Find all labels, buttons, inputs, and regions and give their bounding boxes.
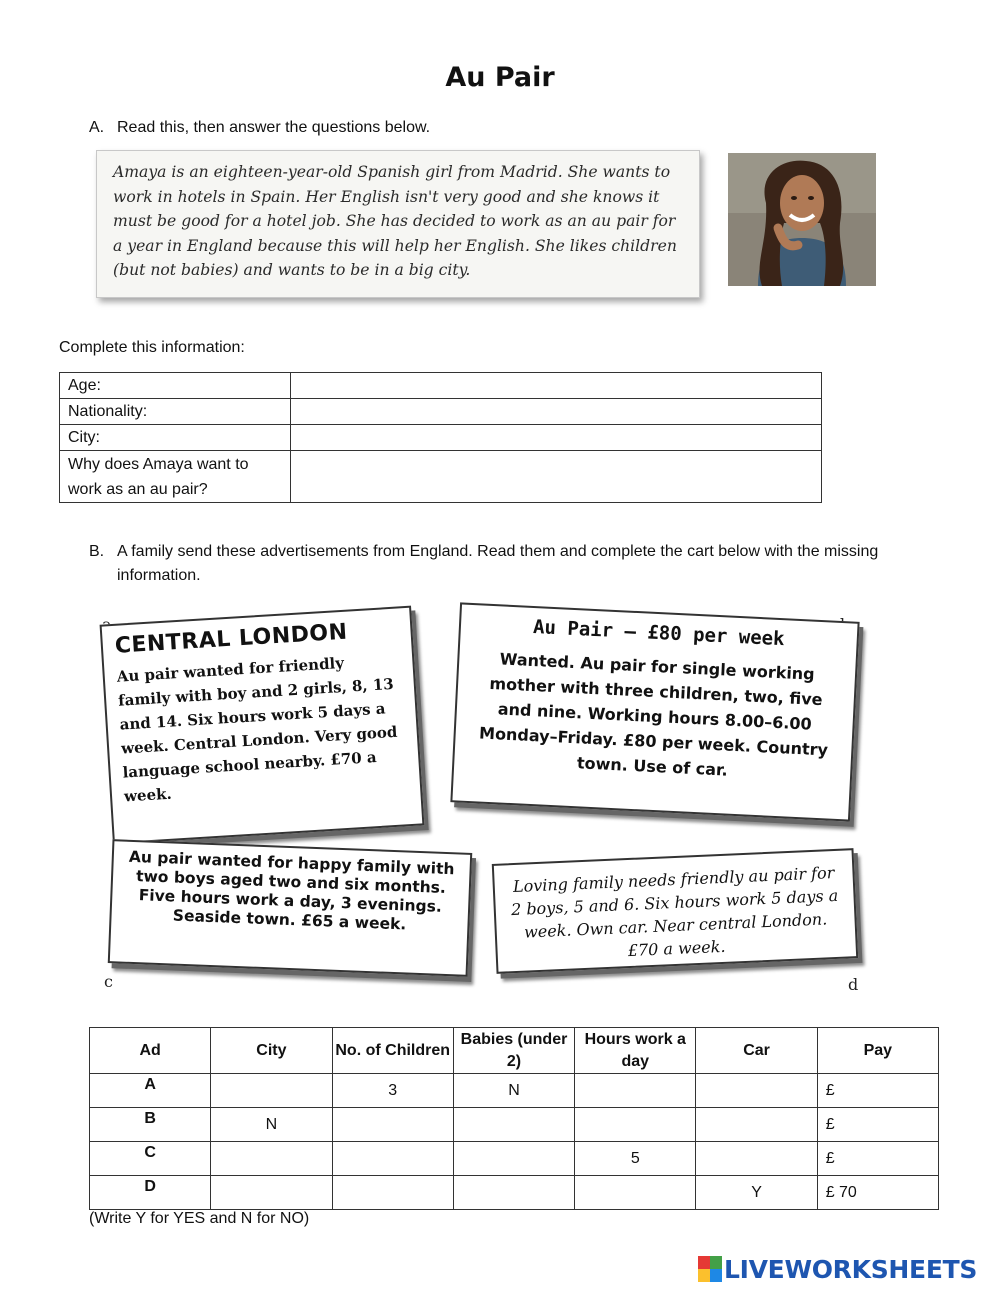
- city-cell[interactable]: [211, 1176, 332, 1210]
- car-cell[interactable]: [696, 1074, 817, 1108]
- chart-header-row: [90, 1028, 939, 1074]
- city-cell[interactable]: [211, 1142, 332, 1176]
- yes-no-note: (Write Y for YES and N for NO): [89, 1210, 310, 1227]
- why-answer-cell[interactable]: [291, 451, 822, 503]
- city-cell[interactable]: [211, 1074, 332, 1108]
- row-ad-label: D: [90, 1176, 211, 1210]
- header-pay: Pay: [817, 1028, 938, 1074]
- pay-cell[interactable]: £: [817, 1074, 938, 1108]
- header-city: City: [211, 1028, 332, 1074]
- logo-blocks-icon: [698, 1256, 722, 1282]
- ad-a-body: Au pair wanted for friendly family with boy and 2 girls, 8, 13 and 14. Six hours work 5 days a week. Central London. Very good language school nearby. £70 a week.: [116, 653, 398, 806]
- header-hours: Hours work a day: [575, 1028, 696, 1074]
- car-cell: Y: [696, 1176, 817, 1210]
- advertisement-d: [492, 848, 858, 974]
- complete-info-label: Complete this information:: [59, 339, 245, 356]
- children-cell[interactable]: [332, 1108, 453, 1142]
- age-answer-cell[interactable]: [291, 373, 822, 399]
- hours-cell: 5: [575, 1142, 696, 1176]
- car-cell[interactable]: [696, 1142, 817, 1176]
- page-title: Au Pair: [445, 62, 555, 93]
- info-label: City:: [60, 425, 291, 451]
- table-row: [90, 1142, 939, 1176]
- section-b-number: B.: [89, 543, 105, 560]
- info-row-why: [60, 451, 822, 503]
- info-row-nationality: [60, 399, 822, 425]
- car-cell[interactable]: [696, 1108, 817, 1142]
- advertisement-c: [108, 839, 472, 977]
- section-a-instruction: [89, 116, 430, 140]
- table-row: [90, 1108, 939, 1142]
- hours-cell[interactable]: [575, 1108, 696, 1142]
- pay-cell: £ 70: [817, 1176, 938, 1210]
- ads-chart-table: [89, 1027, 939, 1210]
- ad-a-heading: CENTRAL LONDON: [114, 619, 349, 659]
- ad-letter-c: c: [104, 972, 113, 991]
- info-table: [59, 372, 822, 503]
- logo-block: [710, 1269, 722, 1282]
- table-row: [90, 1176, 939, 1210]
- ad-c-body: Au pair wanted for happy family with two boys aged two and six months. Five hours work a day, 3 evenings. Seaside town. £65 a week.: [128, 847, 455, 934]
- nationality-answer-cell[interactable]: [291, 399, 822, 425]
- advertisement-a: [100, 606, 425, 845]
- row-ad-label: B: [90, 1108, 211, 1142]
- section-b-instruction: [89, 540, 939, 588]
- children-cell[interactable]: [332, 1142, 453, 1176]
- header-car: Car: [696, 1028, 817, 1074]
- hours-cell[interactable]: [575, 1074, 696, 1108]
- city-cell: N: [211, 1108, 332, 1142]
- ad-d-body: Loving family needs friendly au pair for 2 boys, 5 and 6. Six hours work 5 days a week. Own car. Near central London. £70 a week.: [510, 863, 839, 961]
- section-a-number: A.: [89, 119, 105, 136]
- city-answer-cell[interactable]: [291, 425, 822, 451]
- babies-cell[interactable]: [453, 1108, 574, 1142]
- liveworksheets-logo: [698, 1254, 977, 1284]
- header-ad: Ad: [90, 1028, 211, 1074]
- children-cell: 3: [332, 1074, 453, 1108]
- logo-text: LIVEWORKSHEETS: [724, 1254, 978, 1284]
- row-ad-label: C: [90, 1142, 211, 1176]
- logo-block: [698, 1269, 710, 1282]
- info-label: Age:: [60, 373, 291, 399]
- info-label: Nationality:: [60, 399, 291, 425]
- pay-cell[interactable]: £: [817, 1108, 938, 1142]
- ad-b-body: Wanted. Au pair for single working mother with three children, two, five and nine. Working hours 8.00–6.00 Monday–Friday. £80 per week. Country town. Use of car.: [478, 649, 829, 780]
- header-babies: Babies (under 2): [453, 1028, 574, 1074]
- babies-cell: N: [453, 1074, 574, 1108]
- babies-cell[interactable]: [453, 1176, 574, 1210]
- logo-block: [698, 1256, 710, 1269]
- portrait-image: [728, 153, 876, 286]
- hours-cell[interactable]: [575, 1176, 696, 1210]
- pay-cell[interactable]: £: [817, 1142, 938, 1176]
- info-row-city: [60, 425, 822, 451]
- ad-b-heading: Au Pair – £80 per week: [532, 615, 786, 651]
- reading-passage: Amaya is an eighteen-year-old Spanish girl from Madrid. She wants to work in hotels in Spain. Her English isn't very good and she knows it must be good for a hotel job. She has decided to work as an au pair for a year in England because this will help her English. She likes children (but not babies) and wants to be in a big city.: [96, 150, 700, 298]
- children-cell[interactable]: [332, 1176, 453, 1210]
- section-a-text: Read this, then answer the questions below.: [117, 119, 431, 136]
- header-children: No. of Children: [332, 1028, 453, 1074]
- info-label: Why does Amaya want to work as an au pair?: [60, 451, 291, 503]
- logo-block: [710, 1256, 722, 1269]
- table-row: [90, 1074, 939, 1108]
- info-row-age: [60, 373, 822, 399]
- babies-cell[interactable]: [453, 1142, 574, 1176]
- amaya-photo: [728, 153, 876, 286]
- advertisement-b: [450, 602, 859, 821]
- row-ad-label: A: [90, 1074, 211, 1108]
- section-b-text: A family send these advertisements from England. Read them and complete the cart below with the missing information.: [117, 543, 879, 584]
- ad-letter-d: d: [848, 975, 859, 994]
